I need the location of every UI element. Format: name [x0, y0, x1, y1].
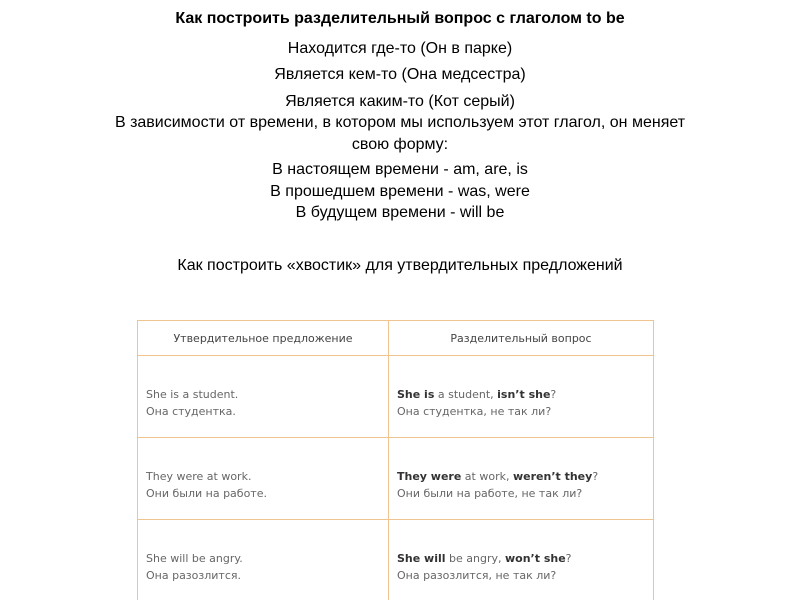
q-body: at work, — [461, 469, 513, 483]
statement-cell — [138, 520, 389, 600]
q-mark: ? — [592, 469, 599, 483]
q-tag: weren’t they — [512, 469, 593, 483]
line: В настоящем времени - am, are, is — [272, 161, 528, 178]
q-body: a student, — [434, 387, 498, 401]
question-ru: Она разозлится, не так ли? — [397, 568, 557, 582]
q-mark: ? — [565, 551, 572, 565]
question-ru: Она студентка, не так ли? — [397, 404, 552, 418]
line: Находится где-то (Он в парке) — [287, 39, 513, 57]
statement-en: They were at work. — [146, 469, 252, 483]
table-row — [138, 356, 654, 438]
question-ru: Они были на работе, не так ли? — [397, 486, 583, 500]
q-tag: isn’t she — [497, 387, 551, 401]
subtitle: Как построить «хвостик» для утвердительных предложений — [177, 257, 623, 274]
title: Как построить разделительный вопрос с глаголом to be — [175, 10, 625, 27]
question-cell — [389, 520, 654, 600]
line: В зависимости от времени, в котором мы используем этот глагол, он меняет — [114, 114, 686, 131]
line: свою форму: — [351, 135, 449, 153]
statement-en: She will be angry. — [146, 551, 243, 565]
table-row — [138, 438, 654, 520]
line: Является кем-то (Она медсестра) — [274, 66, 526, 83]
table-header — [138, 321, 654, 356]
q-subject: She will — [397, 551, 446, 565]
line: В прошедшем времени - was, were — [270, 182, 530, 200]
statement-en: She is a student. — [146, 387, 239, 401]
statement-cell — [138, 356, 389, 438]
q-body: be angry, — [445, 551, 505, 565]
statement-ru: Они были на работе. — [146, 486, 267, 500]
statement-cell — [138, 438, 389, 520]
q-subject: They were — [397, 469, 462, 483]
question-cell — [389, 438, 654, 520]
statement-ru: Она студентка. — [146, 404, 236, 418]
header-statement: Утвердительное предложение — [138, 321, 389, 356]
statement-ru: Она разозлится. — [146, 568, 241, 582]
header-question: Разделительный вопрос — [389, 321, 654, 356]
q-subject: She is — [397, 387, 435, 401]
line: В будущем времени - will be — [295, 204, 505, 221]
tag-question-table — [137, 320, 654, 600]
q-mark: ? — [550, 387, 557, 401]
line: Является каким-то (Кот серый) — [285, 92, 515, 110]
text-block — [0, 8, 800, 277]
q-tag: won’t she — [505, 551, 566, 565]
table-row — [138, 520, 654, 600]
question-cell — [389, 356, 654, 438]
